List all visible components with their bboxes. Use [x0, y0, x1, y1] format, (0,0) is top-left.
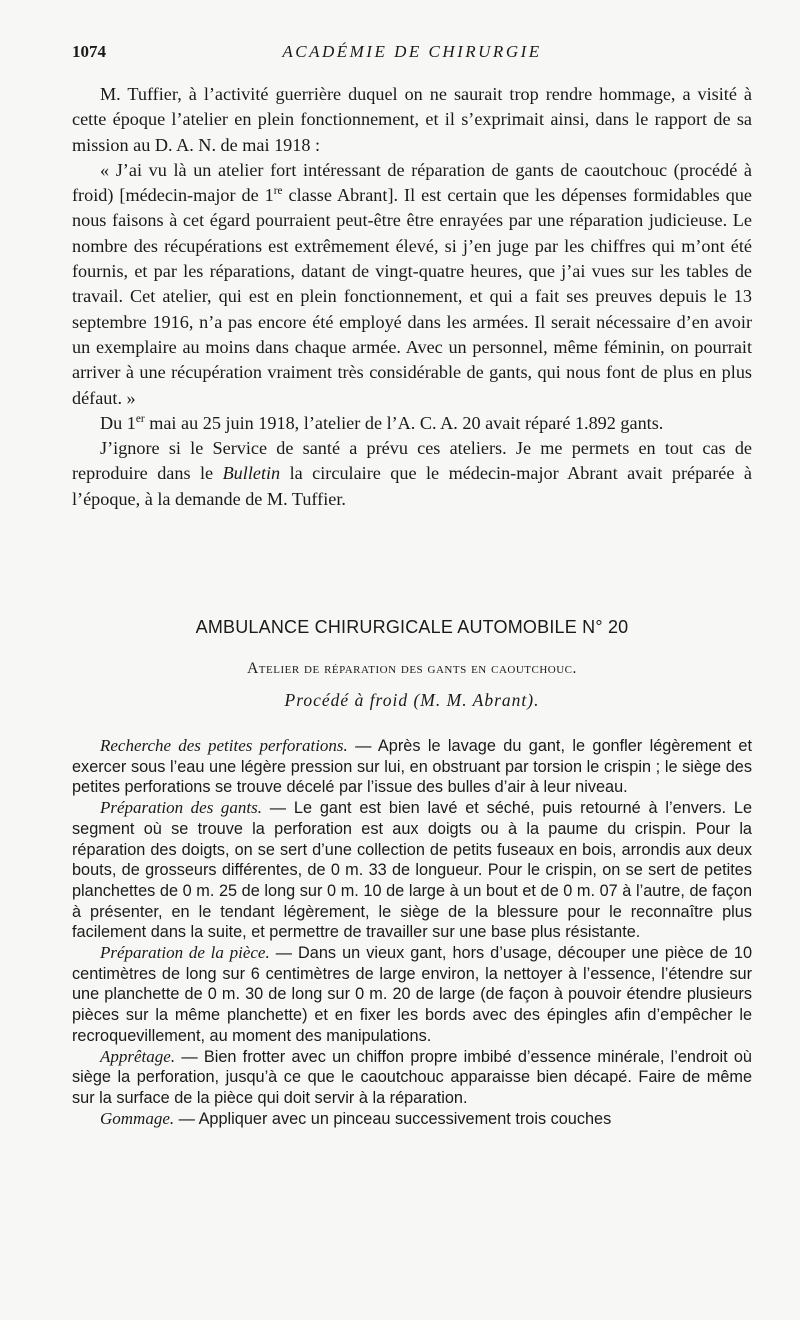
rubric-preparation-gants: Préparation des gants. — [100, 798, 262, 818]
text-gommage: — Appliquer avec un pinceau successivement trois couches — [174, 1109, 612, 1128]
text-preparation-piece: — Dans un vieux gant, hors d’usage, découper une pièce de 10 centimètres de long sur 6 centimètres de large environ, la nettoyer à l’essence, l’étendre sur une planchette de 0 m. 30 de long sur 0 m. 20 de large (de façon à pouvoir étendre plusieurs pièces sur la même planchette) et en fixer les bords avec des épingles afin d’empêcher le recroquevillement, au moment des manipulations. — [72, 944, 752, 1045]
running-head — [72, 42, 752, 62]
text-appretage: — Bien frotter avec un chiffon propre imbibé d’essence minérale, l’endroit où siège la perforation, jusqu’à ce que le caoutchouc apparaisse bien décapé. Faire de même sur la surface de la pièce qui doit servir à la réparation. — [72, 1047, 752, 1107]
section-subheading: Atelier de réparation des gants en caoutchouc. — [247, 660, 577, 677]
rubric-appretage: Apprêtage. — [100, 1046, 176, 1066]
method-heading: Procédé à froid (M. M. Abrant). — [284, 690, 540, 710]
count-part-a: Du 1 — [100, 412, 136, 433]
rubric-gommage: Gommage. — [100, 1108, 175, 1128]
text-recherche: — Après le lavage du gant, le gonfler légèrement et exercer sous l’eau une légère pression sur lui, en obstruant par torsion le crispin ; le siège des petites perforations se trouve décelé par l’issue des bulles d’air à leur niveau. — [72, 737, 752, 797]
paragraph-tuffier-quote — [72, 158, 752, 411]
superscript-re: re — [273, 185, 283, 198]
rubric-preparation-piece: Préparation de la pièce. — [100, 943, 270, 963]
procedure-paragraph — [72, 1047, 752, 1109]
procedure-text — [72, 736, 752, 1129]
text-preparation-gants: — Le gant est bien lavé et séché, puis retourné à l’envers. Le segment où se trouve la perforation est aux doigts ou à la paume du crispin. Pour la réparation des doigts, on se sert d’une collection de petits fuseaux en bois, arrondis aux deux bouts, de grosseurs différentes, de 0 m. 33 de longueur. Pour le crispin, on se sert de petites planchettes de 0 m. 25 de long sur 0 m. 10 de large à un bout et de 0 m. 07 à l’autre, de façon à présenter, en le tendant légèrement, le siège de la blessure pour le reconnaître plus facilement dans la suite, et permettre de travailler sur une base plus résistante. — [72, 799, 752, 942]
bulletin-title: Bulletin — [222, 463, 281, 484]
intro-text — [72, 82, 752, 512]
circulaire-part-a: J’ignore si le Service de santé a prévu ces ateliers. Je me permets en tout cas de reproduire dans le — [72, 438, 752, 484]
procedure-paragraph — [72, 943, 752, 1047]
paragraph-gants-count — [72, 411, 752, 436]
page-number: 1074 — [72, 42, 106, 61]
superscript-er: er — [135, 412, 145, 425]
running-title: ACADÉMIE DE CHIRURGIE — [282, 42, 542, 61]
circulaire-part-b: la circulaire que le médecin-major Abrant avait préparée à l’époque, à la demande de M. Tuffier. — [72, 463, 752, 509]
quote-part-a: « J’ai vu là un atelier fort intéressant de réparation de gants de caoutchouc (procédé à froid) [médecin-major de 1 — [72, 159, 752, 206]
paragraph-circulaire — [72, 436, 752, 512]
count-part-b: mai au 25 juin 1918, l’atelier de l’A. C. A. 20 avait réparé 1.892 gants. — [144, 412, 664, 433]
section-heading: AMBULANCE CHIRURGICALE AUTOMOBILE N° 20 — [195, 617, 629, 637]
paragraph-tuffier-visit: M. Tuffier, à l’activité guerrière duquel on ne saurait trop rendre hommage, a visité à cette époque l’atelier en plein fonctionnement, et il s’exprimait ainsi, dans le rapport de sa mission au D. A. N. de mai 1918 : — [72, 84, 752, 155]
procedure-paragraph — [72, 736, 752, 798]
rubric-recherche: Recherche des petites perforations. — [100, 736, 348, 755]
procedure-paragraph — [72, 1109, 752, 1130]
procedure-paragraph — [72, 798, 752, 943]
quote-part-b: classe Abrant]. Il est certain que les dépenses formidables que nous faisons à cet égard pourraient peut-être être enrayées par une réparation judicieuse. Le nombre des récupérations est extrêmement élevé, si j’en juge par les chiffres qui m’ont été fournis, et par les réparations, datant de vingt-quatre heures, que j’ai vues sur les tables de travail. Cet atelier, qui est en plein fonctionnement, et qui a fait ses preuves depuis le 13 septembre 1916, n’a pas encore été employé dans les armées. Il serait nécessaire d’en avoir un exemplaire au moins dans chaque armée. Avec un personnel, même féminin, on pourrait arriver à une récupération vraiment très considérable de gants, qui nous font de plus en plus défaut. » — [72, 185, 752, 408]
